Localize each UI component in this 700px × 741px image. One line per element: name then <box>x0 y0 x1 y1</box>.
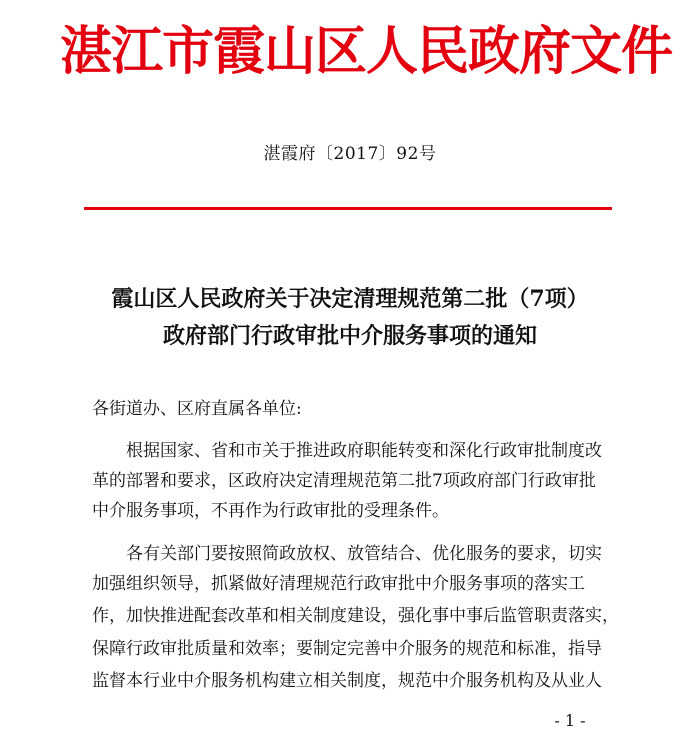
paragraph-1-line-3: 中介服务事项，不再作为行政审批的受理条件。 <box>92 501 449 521</box>
notice-title-line-1: 霞山区人民政府关于决定清理规范第二批（7项） <box>111 286 589 312</box>
paragraph-2-line-3: 作，加快推进配套改革和相关制度建设，强化事中事后监管职责落实， <box>92 606 619 626</box>
paragraph-2-line-5: 监督本行业中介服务机构建立相关制度，规范中介服务机构及从业人 <box>92 671 602 691</box>
paragraph-2-line-2: 加强组织领导，抓紧做好清理规范行政审批中介服务事项的落实工 <box>92 574 585 594</box>
notice-title-line-2: 政府部门行政审批中介服务事项的通知 <box>162 323 537 349</box>
red-divider-line <box>84 207 612 210</box>
page-number: - 1 - <box>554 711 586 730</box>
document-number: 湛霞府〔2017〕92号 <box>263 144 437 164</box>
paragraph-2-line-1: 各有关部门要按照简政放权、放管结合、优化服务的要求，切实 <box>92 544 602 564</box>
paragraph-1-line-1: 根据国家、省和市关于推进政府职能转变和深化行政审批制度改 <box>92 441 602 461</box>
salutation: 各街道办、区府直属各单位: <box>92 399 302 419</box>
paragraph-1-line-2: 革的部署和要求，区政府决定清理规范第二批7项政府部门行政审批 <box>92 471 596 491</box>
document-header-title: 湛江市霞山区人民政府文件 <box>60 21 673 82</box>
paragraph-2-line-4: 保障行政审批质量和效率；要制定完善中介服务的规范和标准，指导 <box>92 639 602 659</box>
